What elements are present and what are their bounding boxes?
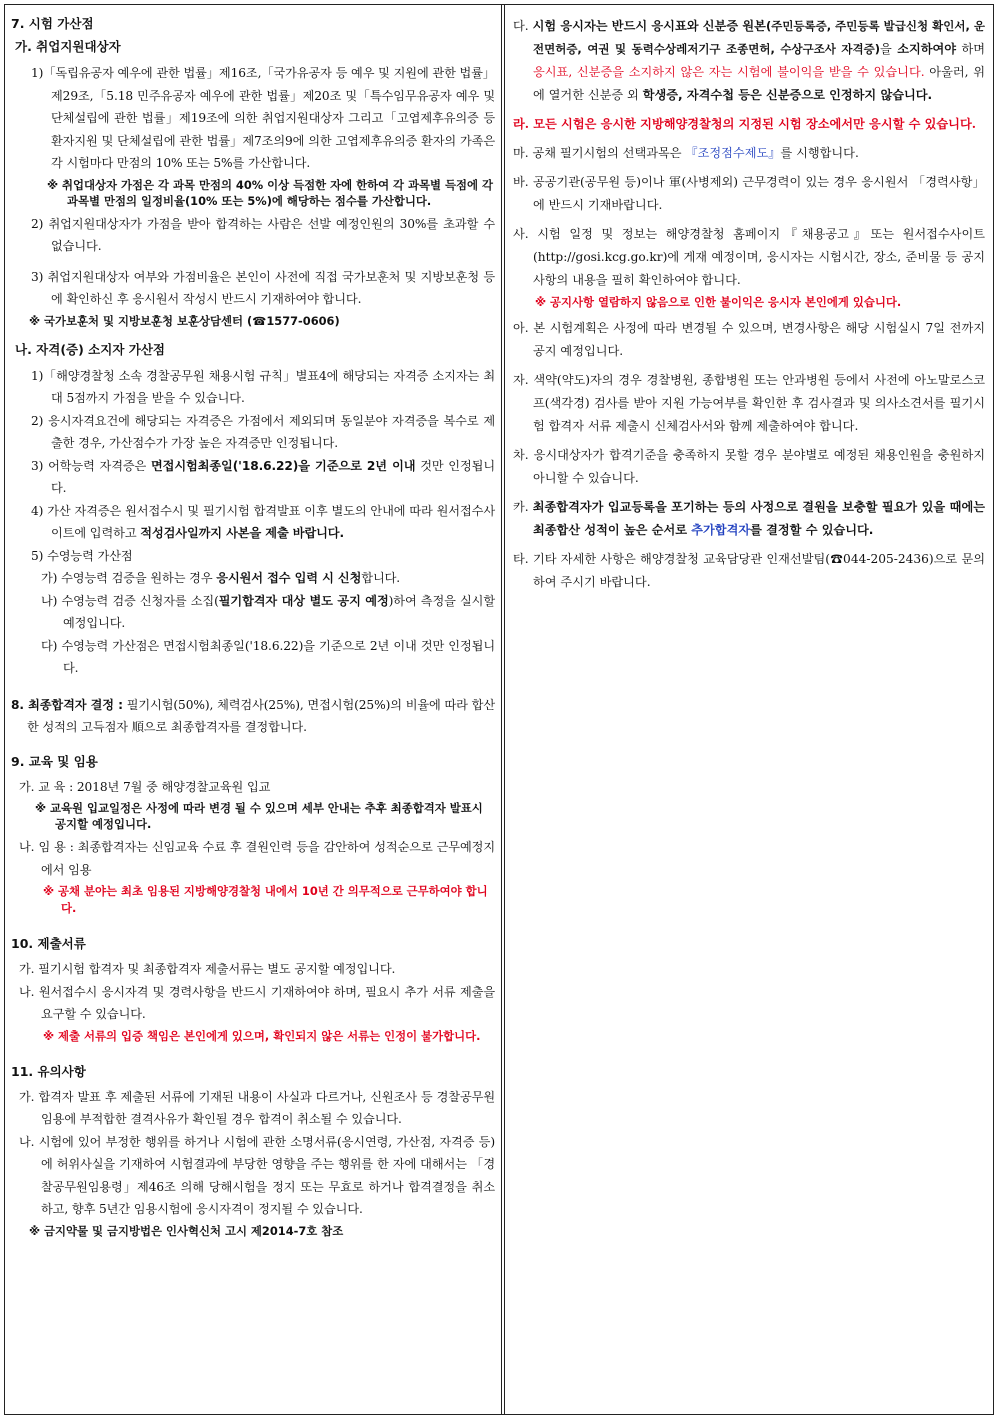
s7-na-5-ga: 가) 수영능력 검증을 원하는 경우 응시원서 접수 입력 시 신청합니다. <box>41 571 401 585</box>
s9-na-note: ※ 공채 분야는 최초 임용된 지방해양경찰청 내에서 10년 간 의무적으로 근무하여야 합니다. <box>43 884 488 915</box>
s11-ga: 가. 합격자 발표 후 제출된 서류에 기재된 내용이 사실과 다르거나, 신원조사 등 경찰공무원 임용에 부적합한 결격사유가 확인될 경우 합격이 취소될 수 있습니다. <box>19 1089 495 1126</box>
s10-ga: 가. 필기시험 합격자 및 최종합격자 제출서류는 별도 공지할 예정입니다. <box>19 962 396 976</box>
section-9-title: 9. 교육 및 임용 <box>11 753 98 769</box>
right-item-da: 다. 시험 응시자는 반드시 응시표와 신분증 원본(주민등록증, 주민등록 발급신청 확인서, 운전면허증, 여권 및 동력수상레저기구 조종면허, 수상구조사 자격증)을 소지하여야 하며 응시표, 신분증을 소지하지 않은 자는 시험에 불이익을 받을 수 있습니다. 아울러, 위에 열거한 신분증 외 학생증, 자격수첩 등은 신분증으로 인정하지 않습니다. <box>513 19 985 102</box>
right-item-ja: 자. 색약(약도)자의 경우 경찰병원, 종합병원 또는 안과병원 등에서 사전에 아노말로스코프(색각경) 검사를 받아 지원 가능여부를 확인한 후 검사결과 및 의사소견서를 필기시험 합격자 서류 제출시 신체검사서와 함께 제출하여야 합니다. <box>513 373 985 433</box>
s7-na-item-1: 1)「해양경찰청 소속 경찰공무원 채용시험 규칙」별표4에 해당되는 자격증 소지자는 최대 5점까지 가점을 받을 수 있습니다. <box>31 368 495 405</box>
s7-ga-item-3-note: ※ 국가보훈처 및 지방보훈청 보훈상담센터 (☎1577-0606) <box>29 313 340 328</box>
s10-na: 나. 원서접수시 응시자격 및 경력사항을 반드시 기재하여야 하며, 필요시 추가 서류 제출을 요구할 수 있습니다. <box>19 984 495 1021</box>
s7-na-item-3: 3) 어학능력 자격증은 면접시험최종일('18.6.22)을 기준으로 2년 이내 것만 인정됩니다. <box>31 458 495 495</box>
s9-na: 나. 임 용 : 최종합격자는 신임교육 수료 후 결원인력 등을 감안하여 성적순으로 근무예정지에서 임용 <box>19 840 495 877</box>
s7-ga-item-3: 3) 취업지원대상자 여부와 가점비율은 본인이 사전에 직접 국가보훈처 및 지방보훈청 등에 확인하신 후 응시원서 작성시 반드시 기재하여야 합니다. <box>31 269 495 306</box>
s7-na-5-da: 다) 수영능력 가산점은 면접시험최종일('18.6.22)을 기준으로 2년 이내 것만 인정됩니다. <box>41 638 495 675</box>
right-item-a: 아. 본 시험계획은 사정에 따라 변경될 수 있으며, 변경사항은 해당 시험실시 7일 전까지 공지 예정입니다. <box>513 321 985 358</box>
s10-note: ※ 제출 서류의 입증 책임은 본인에게 있으며, 확인되지 않은 서류는 인정이 불가합니다. <box>43 1028 481 1043</box>
s7-ga-item-2: 2) 취업지원대상자가 가점을 받아 합격하는 사람은 선발 예정인원의 30%를 초과할 수 없습니다. <box>31 216 495 253</box>
right-item-ba: 바. 공공기관(공무원 등)이나 軍(사병제외) 근무경력이 있는 경우 응시원서 「경력사항」에 반드시 기재바랍니다. <box>513 175 985 212</box>
s9-ga: 가. 교 육 : 2018년 7월 중 해양경찰교육원 입교 <box>19 779 271 794</box>
s11-na: 나. 시험에 있어 부정한 행위를 하거나 시험에 관한 소명서류(응시연령, 가산점, 자격증 등)에 허위사실을 기재하여 시험결과에 부당한 영향을 주는 행위를 한 자에 대해서는 「경찰공무원임용령」제46조 의해 당해시험을 정지 또는 무효로 하거나 합격결정을 취소하고, 향후 5년간 임용시험에 응시자격이 정지될 수 있습니다. <box>19 1134 495 1216</box>
s9-ga-note: ※ 교육원 입교일정은 사정에 따라 변경 될 수 있으며 세부 안내는 추후 최종합격자 발표시 공지할 예정입니다. <box>35 801 483 831</box>
s7-ga-note: ※ 취업대상자 가점은 각 과목 만점의 40% 이상 득점한 자에 한하여 각 과목별 득점에 각 과목별 만점의 일정비율(10% 또는 5%)에 해당하는 점수를 가산합니다. <box>47 177 493 208</box>
right-item-ma: 마. 공채 필기시험의 선택과목은 『조정점수제도』를 시행합니다. <box>513 146 859 160</box>
right-item-ka: 카. 최종합격자가 입교등록을 포기하는 등의 사정으로 결원을 보충할 필요가 있을 때에는 최종합산 성적이 높은 순서로 추가합격자를 결정할 수 있습니다. <box>513 500 985 537</box>
section-7-na-title: 나. 자격(증) 소지자 가산점 <box>15 341 165 357</box>
right-item-sa: 사. 시험 일정 및 정보는 해양경찰청 홈페이지『채용공고』또는 원서접수사이트(http://gosi.kcg.go.kr)에 게재 예정이며, 응시자는 시험시간, 장소, 준비물 등 공지사항의 내용을 필히 확인하여야 합니다. <box>513 227 985 287</box>
right-item-sa-note: ※ 공지사항 열람하지 않음으로 인한 불이익은 응시자 본인에게 있습니다. <box>535 295 902 309</box>
section-10-title: 10. 제출서류 <box>11 936 86 951</box>
document-page <box>4 4 994 1415</box>
right-item-cha: 차. 응시대상자가 합격기준을 충족하지 못할 경우 분야별로 예정된 채용인원을 충원하지 아니할 수 있습니다. <box>513 448 985 485</box>
section-7-ga-title: 가. 취업지원대상자 <box>15 39 121 54</box>
right-item-ra: 라. 모든 시험은 응시한 지방해양경찰청의 지정된 시험 장소에서만 응시할 수 있습니다. <box>513 117 976 131</box>
s7-ga-item-1: 1)「독립유공자 예우에 관한 법률」제16조,「국가유공자 등 예우 및 지원에 관한 법률」제29조,「5.18 민주유공자 예우에 관한 법률」제20조 및「특수임무유공자 예우 및 단체설립에 관한 법률」제19조에 의한 취업지원대상자 그리고「고엽제후유의증 등 환자지원 및 단체설립에 관한 법률」제7조의9에 의한 고엽제후유의증 환자의 가족은 각 시험마다 만점의 10% 또는 5%를 가산합니다. <box>31 66 495 170</box>
s7-na-item-5: 5) 수영능력 가산점 <box>31 548 133 563</box>
section-8: 8. 최종합격자 결정 : 필기시험(50%), 체력검사(25%), 면접시험(25%)의 비율에 따라 합산한 성적의 고득점자 順으로 최종합격자를 결정합니다. <box>11 697 496 734</box>
s7-na-item-4: 4) 가산 자격증은 원서접수시 및 필기시험 합격발표 이후 별도의 안내에 따라 원서접수사이트에 입력하고 적성검사일까지 사본을 제출 바랍니다. <box>31 503 495 540</box>
left-column <box>5 5 501 1414</box>
section-7-title: 7. 시험 가산점 <box>11 16 94 31</box>
s7-na-item-2: 2) 응시자격요건에 해당되는 자격증은 가점에서 제외되며 동일분야 자격증을 복수로 제출한 경우, 가산점수가 가장 높은 자격증만 인정됩니다. <box>31 413 495 450</box>
section-11-title: 11. 유의사항 <box>11 1063 86 1079</box>
right-item-ta: 타. 기타 자세한 사항은 해양경찰청 교육담당관 인재선발팀(☎044-205-2436)으로 문의하여 주시기 바랍니다. <box>513 552 985 589</box>
s11-note: ※ 금지약물 및 금지방법은 인사혁신처 고시 제2014-7호 참조 <box>29 1223 344 1238</box>
s7-na-5-na: 나) 수영능력 검증 신청자를 소집(필기합격자 대상 별도 공지 예정)하여 측정을 실시할 예정입니다. <box>41 593 495 630</box>
right-column <box>505 5 993 1414</box>
